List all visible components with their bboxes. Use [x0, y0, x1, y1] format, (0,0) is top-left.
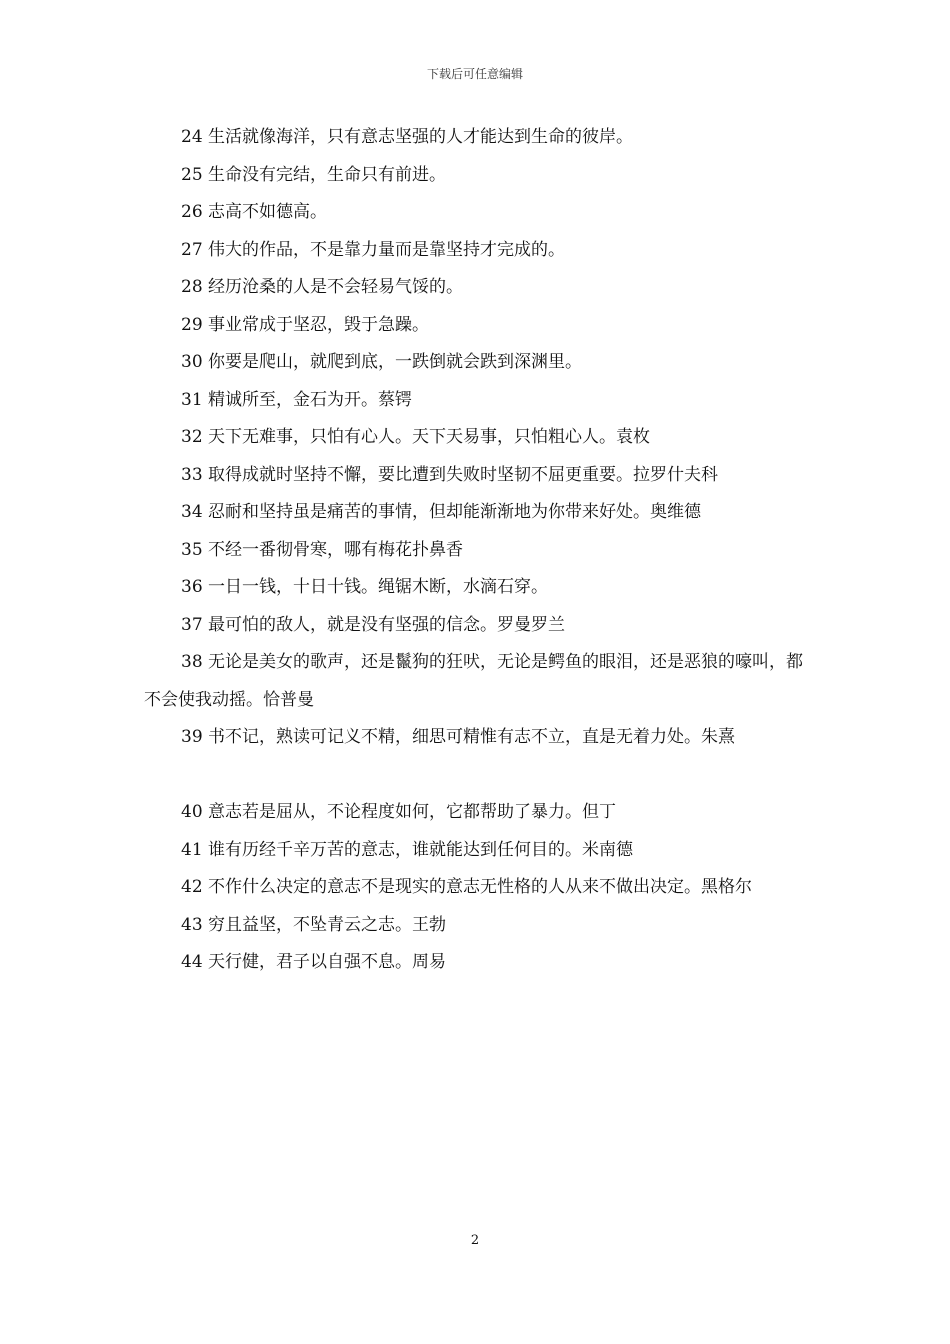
paragraph: 31 精诚所至，金石为开。蔡锷	[181, 389, 413, 410]
paragraph: 35 不经一番彻骨寒，哪有梅花扑鼻香	[181, 539, 464, 560]
paragraph: 26 志高不如德高。	[181, 202, 328, 222]
paragraph: 32 天下无难事，只怕有心人。天下天易事，只怕粗心人。袁枚	[181, 427, 651, 447]
page-number: 2	[470, 1233, 480, 1248]
paragraph: 33 取得成就时坚持不懈，要比遭到失败时坚韧不屈更重要。拉罗什夫科	[181, 464, 719, 485]
paragraph: 36 一日一钱，十日十钱。绳锯木断，水滴石穿。	[181, 577, 549, 597]
paragraph: 27 伟大的作品，不是靠力量而是靠坚持才完成的。	[181, 239, 566, 260]
paragraph: 37 最可怕的敌人，就是没有坚强的信念。罗曼罗兰	[181, 614, 566, 635]
paragraph: 38 无论是美女的歌声，还是鬣狗的狂吠，无论是鳄鱼的眼泪，还是恶狼的嚎叫，都不会使我动摇。恰普曼	[144, 652, 804, 710]
paragraph: 39 书不记，熟读可记义不精，细思可精惟有志不立，直是无着力处。朱熹	[181, 727, 736, 747]
paragraph: 40 意志若是屈从，不论程度如何，它都帮助了暴力。但丁	[181, 802, 617, 822]
paragraph: 43 穷且益坚，不坠青云之志。王勃	[181, 914, 447, 935]
paragraph: 34 忍耐和坚持虽是痛苦的事情，但却能渐渐地为你带来好处。奥维德	[181, 502, 702, 522]
paragraph: 25 生命没有完结，生命只有前进。	[181, 164, 447, 185]
paragraph: 42 不作什么决定的意志不是现实的意志无性格的人从来不做出决定。黑格尔	[181, 877, 753, 897]
paragraph: 44 天行健，君子以自强不息。周易	[181, 952, 447, 972]
paragraph: 24 生活就像海洋，只有意志坚强的人才能达到生命的彼岸。	[181, 127, 634, 147]
page-header: 下载后可任意编辑	[426, 67, 523, 81]
paragraph: 29 事业常成于坚忍，毁于急躁。	[181, 314, 430, 335]
paragraph: 30 你要是爬山，就爬到底，一跌倒就会跌到深渊里。	[181, 352, 583, 372]
paragraph: 28 经历沧桑的人是不会轻易气馁的。	[181, 277, 464, 297]
paragraph: 41 谁有历经千辛万苦的意志，谁就能达到任何目的。米南德	[181, 839, 634, 860]
document-body	[144, 119, 806, 982]
